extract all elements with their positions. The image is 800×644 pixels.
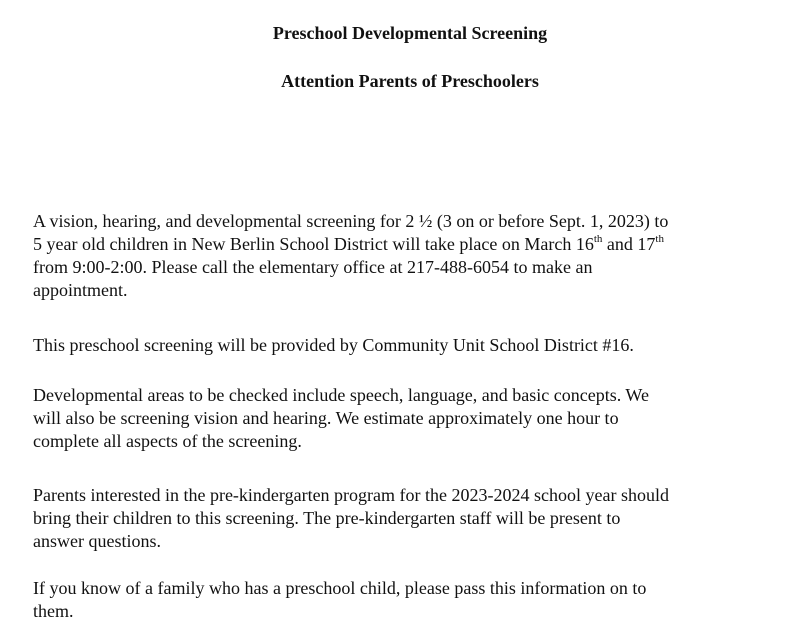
paragraph-text: from 9:00-2:00. Please call the elementary office at 217-488-6054 to make an	[33, 257, 593, 277]
paragraph-text: answer questions.	[33, 531, 161, 551]
paragraph-text: 5 year old children in New Berlin School District will take place on March 16	[33, 234, 594, 254]
document-title: Preschool Developmental Screening	[272, 23, 548, 43]
paragraph-developmental-areas	[33, 384, 773, 453]
paragraph-text: appointment.	[33, 280, 128, 300]
paragraph-text: Parents interested in the pre-kindergarten program for the 2023-2024 school year should	[33, 485, 669, 505]
paragraph-share-info	[33, 577, 773, 623]
paragraph-text: Developmental areas to be checked include speech, language, and basic concepts. We	[33, 385, 649, 405]
ordinal-suffix: th	[593, 233, 603, 245]
paragraph-text: will also be screening vision and hearing. We estimate approximately one hour to	[33, 408, 619, 428]
paragraph-text: complete all aspects of the screening.	[33, 431, 302, 451]
paragraph-screening-details	[33, 210, 773, 302]
paragraph-text: A vision, hearing, and developmental screening for 2 ½ (3 on or before Sept. 1, 2023) to	[33, 211, 669, 231]
ordinal-suffix: th	[655, 233, 664, 245]
paragraph-text: bring their children to this screening. The pre-kindergarten staff will be present to	[33, 508, 621, 528]
paragraph-text: If you know of a family who has a preschool child, please pass this information on to	[33, 578, 647, 598]
paragraph-provider	[33, 334, 773, 357]
paragraph-text: and 17	[602, 234, 656, 254]
paragraph-text: This preschool screening will be provided by Community Unit School District #16.	[33, 335, 634, 355]
paragraph-text: them.	[33, 601, 74, 621]
document-subtitle: Attention Parents of Preschoolers	[281, 71, 539, 91]
paragraph-pre-kindergarten	[33, 484, 773, 553]
